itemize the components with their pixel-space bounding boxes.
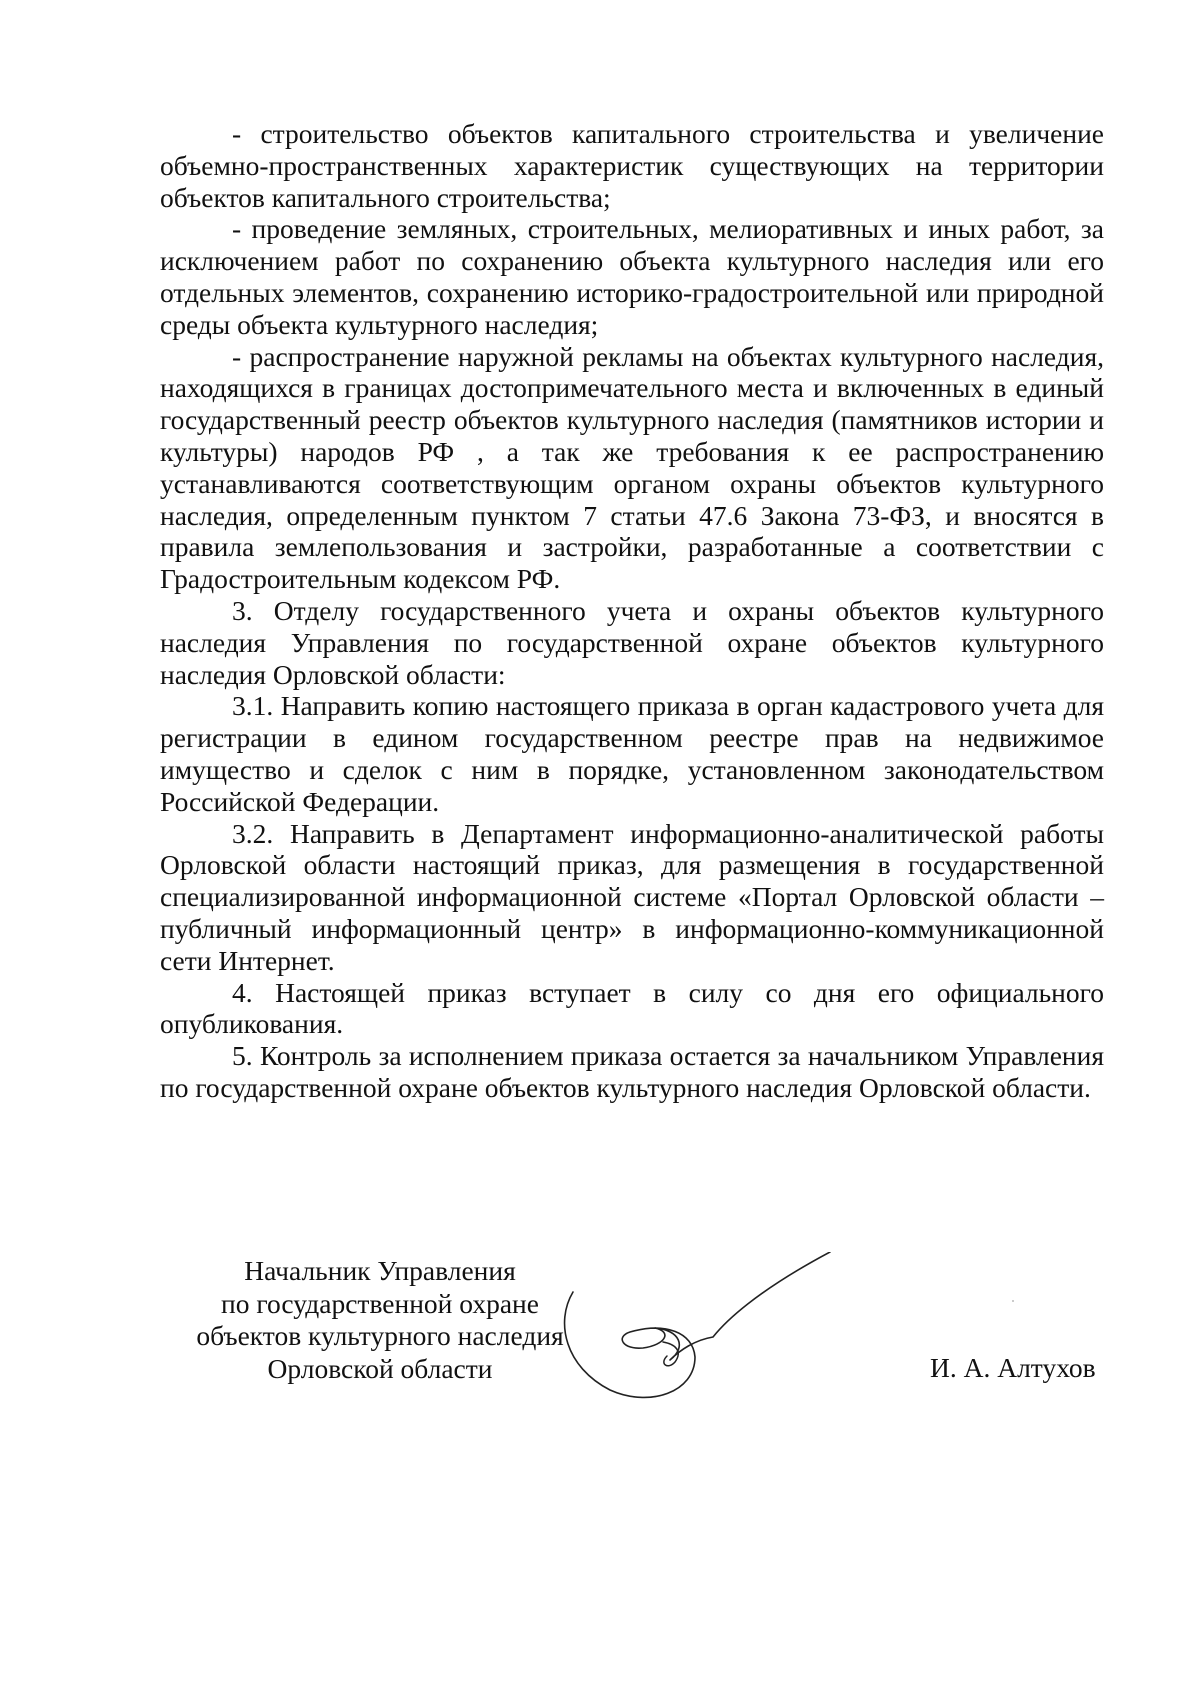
signer-name: И. А. Алтухов <box>930 1352 1096 1383</box>
signer-title-block <box>170 1255 590 1385</box>
paragraph-earthworks-restriction: - проведение земляных, строительных, мелиоративных и иных работ, за исключением работ по сохранению объекта культурного наследия или его отдельных элементов, сохранению историко-градостроительной или природной среды объекта культурного наследия; <box>160 213 1104 340</box>
document-body <box>160 118 1104 1104</box>
signer-title-line: Орловской области <box>267 1352 493 1384</box>
paragraph-item-3-1: 3.1. Направить копию настоящего приказа в орган кадастрового учета для регистрации в едином государственном реестре прав на недвижимое имущество и сделок с ним в порядке, установленном законодательством Российской Федерации. <box>160 690 1104 817</box>
paragraph-construction-restriction: - строительство объектов капитального строительства и увеличение объемно-пространственных характеристик существующих на территории объектов капитального строительства; <box>160 118 1104 213</box>
paragraph-item-3-2: 3.2. Направить в Департамент информационно-аналитической работы Орловской области настоящий приказ, для размещения в государственной специализированной информационной системе «Портал Орловской области – публичный информационный центр» в информационно-коммуникационной сети Интернет. <box>160 817 1104 976</box>
signer-title-line: объектов культурного наследия <box>196 1320 564 1351</box>
paragraph-item-4: 4. Настоящей приказ вступает в силу со дня его официального опубликования. <box>160 976 1104 1040</box>
paragraph-advertising-restriction: - распространение наружной рекламы на объектах культурного наследия, находящихся в границах достопримечательного места и включенных в единый государственный реестр объектов культурного наследия (памятников истории и культуры) народов РФ , а так же требования к ее распространению устанавливаются соответствующим органом охраны объектов культурного наследия, определенным пунктом 7 статьи 47.6 Закона 73-ФЗ, и вносятся в правила землепользования и застройки, разработанные а соответствии с Градостроительным кодексом РФ. <box>160 340 1104 595</box>
handwritten-signature <box>555 1252 845 1402</box>
signer-title-line: по государственной охране <box>221 1287 539 1319</box>
paragraph-item-3: 3. Отделу государственного учета и охраны объектов культурного наследия Управления по государственной охране объектов культурного наследия Орловской области: <box>160 594 1104 690</box>
signer-title-line: Начальник Управления <box>244 1255 516 1286</box>
scan-speck <box>1012 1300 1014 1302</box>
paragraph-item-5: 5. Контроль за исполнением приказа остается за начальником Управления по государственной охране объектов культурного наследия Орловской области. <box>160 1040 1104 1103</box>
